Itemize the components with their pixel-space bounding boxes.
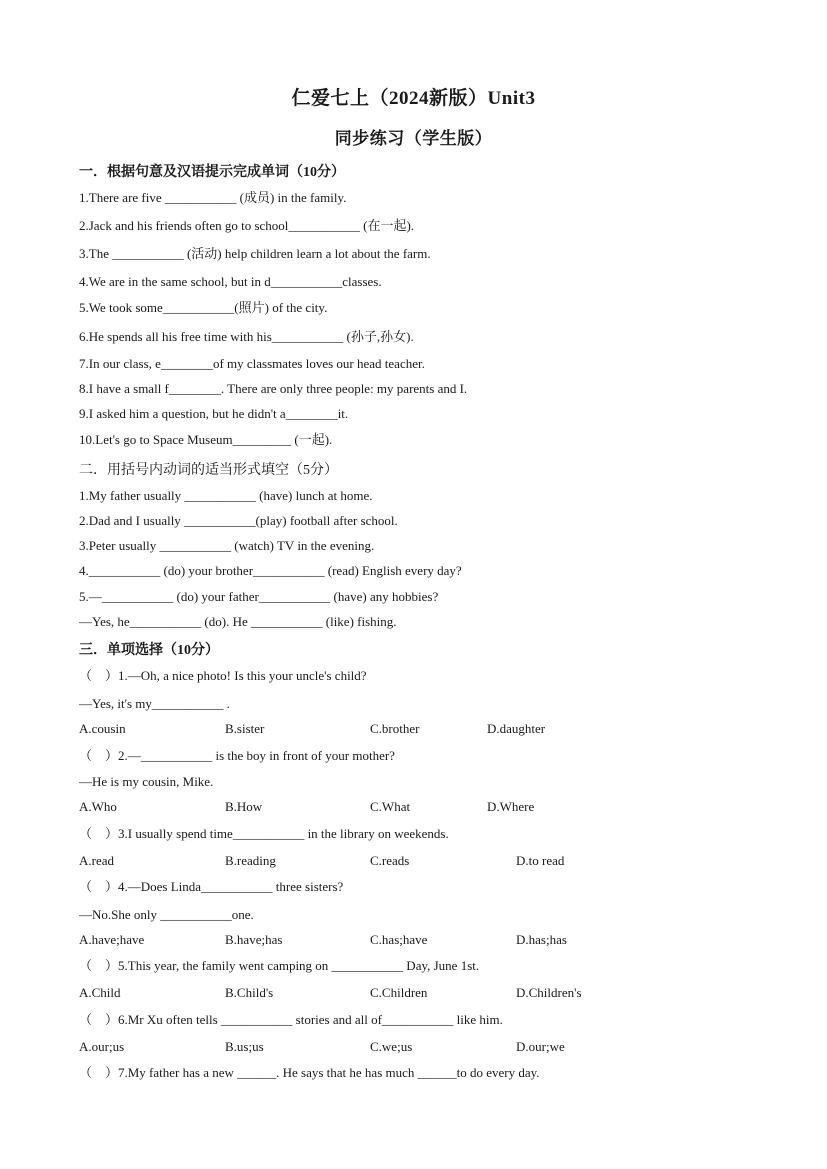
s3-q4-option-c: C.has;have [370, 932, 428, 947]
s3-q1-stem: （ ）1.—Oh, a nice photo! Is this your uncle's child? [79, 668, 367, 683]
s3-q6-option-d: D.our;we [516, 1039, 565, 1054]
s1-item-6: 6.He spends all his free time with his___________ (孙子,孙女). [79, 329, 414, 344]
s2-item-2: 2.Dad and I usually ___________(play) football after school. [79, 513, 398, 528]
s1-item-2: 2.Jack and his friends often go to school___________ (在一起). [79, 218, 415, 233]
s3-q4-stem: （ ）4.—Does Linda___________ three sisters? [79, 879, 344, 894]
s3-q4-option-d: D.has;has [516, 932, 567, 947]
s3-q6-option-a: A.our;us [79, 1039, 125, 1054]
s1-item-8: 8.I have a small f________. There are only three people: my parents and I. [79, 381, 468, 396]
s3-q3-option-a: A.read [79, 853, 115, 868]
s2-item-5: 5.—___________ (do) your father___________ (have) any hobbies? [79, 589, 439, 604]
section3-heading: 三．单项选择（10分） [79, 643, 219, 658]
section2-heading: 二．用括号内动词的适当形式填空（5分） [79, 463, 338, 478]
s3-q6-option-c: C.we;us [370, 1039, 413, 1054]
s3-q1-stem2: —Yes, it's my___________ . [79, 696, 230, 711]
s3-q5-option-c: C.Children [370, 985, 428, 1000]
s3-q6-stem: （ ）6.Mr Xu often tells ___________ stories and all of___________ like him. [79, 1012, 503, 1027]
s3-q5-option-d: D.Children's [516, 985, 582, 1000]
page-subtitle: 同步练习（学生版） [334, 129, 493, 148]
s1-item-7: 7.In our class, e________of my classmates loves our head teacher. [79, 356, 425, 371]
s3-q5-option-a: A.Child [79, 985, 121, 1000]
s3-q4-stem2: —No.She only ___________one. [79, 907, 254, 922]
s3-q2-option-b: B.How [225, 799, 263, 814]
section1-heading: 一．根据句意及汉语提示完成单词（10分） [79, 165, 345, 180]
s3-q2-stem: （ ）2.—___________ is the boy in front of your mother? [79, 748, 395, 763]
s3-q3-stem: （ ）3.I usually spend time___________ in the library on weekends. [79, 826, 449, 841]
s3-q3-option-d: D.to read [516, 853, 565, 868]
s1-item-3: 3.The ___________ (活动) help children learn a lot about the farm. [79, 246, 431, 261]
s3-q5-stem: （ ）5.This year, the family went camping on ___________ Day, June 1st. [79, 958, 480, 973]
s1-item-4: 4.We are in the same school, but in d___________classes. [79, 274, 382, 289]
s2-item-1: 1.My father usually ___________ (have) lunch at home. [79, 488, 373, 503]
s2-item-5-answer: —Yes, he___________ (do). He ___________ (like) fishing. [79, 614, 397, 629]
s2-item-4: 4.___________ (do) your brother___________ (read) English every day? [79, 563, 462, 578]
s3-q3-option-c: C.reads [370, 853, 410, 868]
s2-item-3: 3.Peter usually ___________ (watch) TV in the evening. [79, 538, 375, 553]
page-title: 仁爱七上（2024新版）Unit3 [291, 88, 536, 109]
s1-item-5: 5.We took some___________(照片) of the city. [79, 300, 328, 315]
s3-q2-stem2: —He is my cousin, Mike. [79, 774, 214, 789]
s3-q1-option-c: C.brother [370, 721, 420, 736]
s3-q6-option-b: B.us;us [225, 1039, 264, 1054]
s3-q1-option-a: A.cousin [79, 721, 126, 736]
s3-q4-option-a: A.have;have [79, 932, 145, 947]
s1-item-10: 10.Let's go to Space Museum_________ (一起). [79, 432, 333, 447]
s3-q1-option-d: D.daughter [487, 721, 546, 736]
s3-q1-option-b: B.sister [225, 721, 265, 736]
s3-q7-stem: （ ）7.My father has a new ______. He says that he has much ______to do every day. [79, 1065, 540, 1080]
s3-q5-option-b: B.Child's [225, 985, 274, 1000]
s3-q2-option-c: C.What [370, 799, 411, 814]
s1-item-9: 9.I asked him a question, but he didn't a________it. [79, 406, 349, 421]
s3-q4-option-b: B.have;has [225, 932, 283, 947]
s3-q2-option-d: D.Where [487, 799, 535, 814]
s1-item-1: 1.There are five ___________ (成员) in the family. [79, 190, 347, 205]
s3-q3-option-b: B.reading [225, 853, 276, 868]
s3-q2-option-a: A.Who [79, 799, 117, 814]
